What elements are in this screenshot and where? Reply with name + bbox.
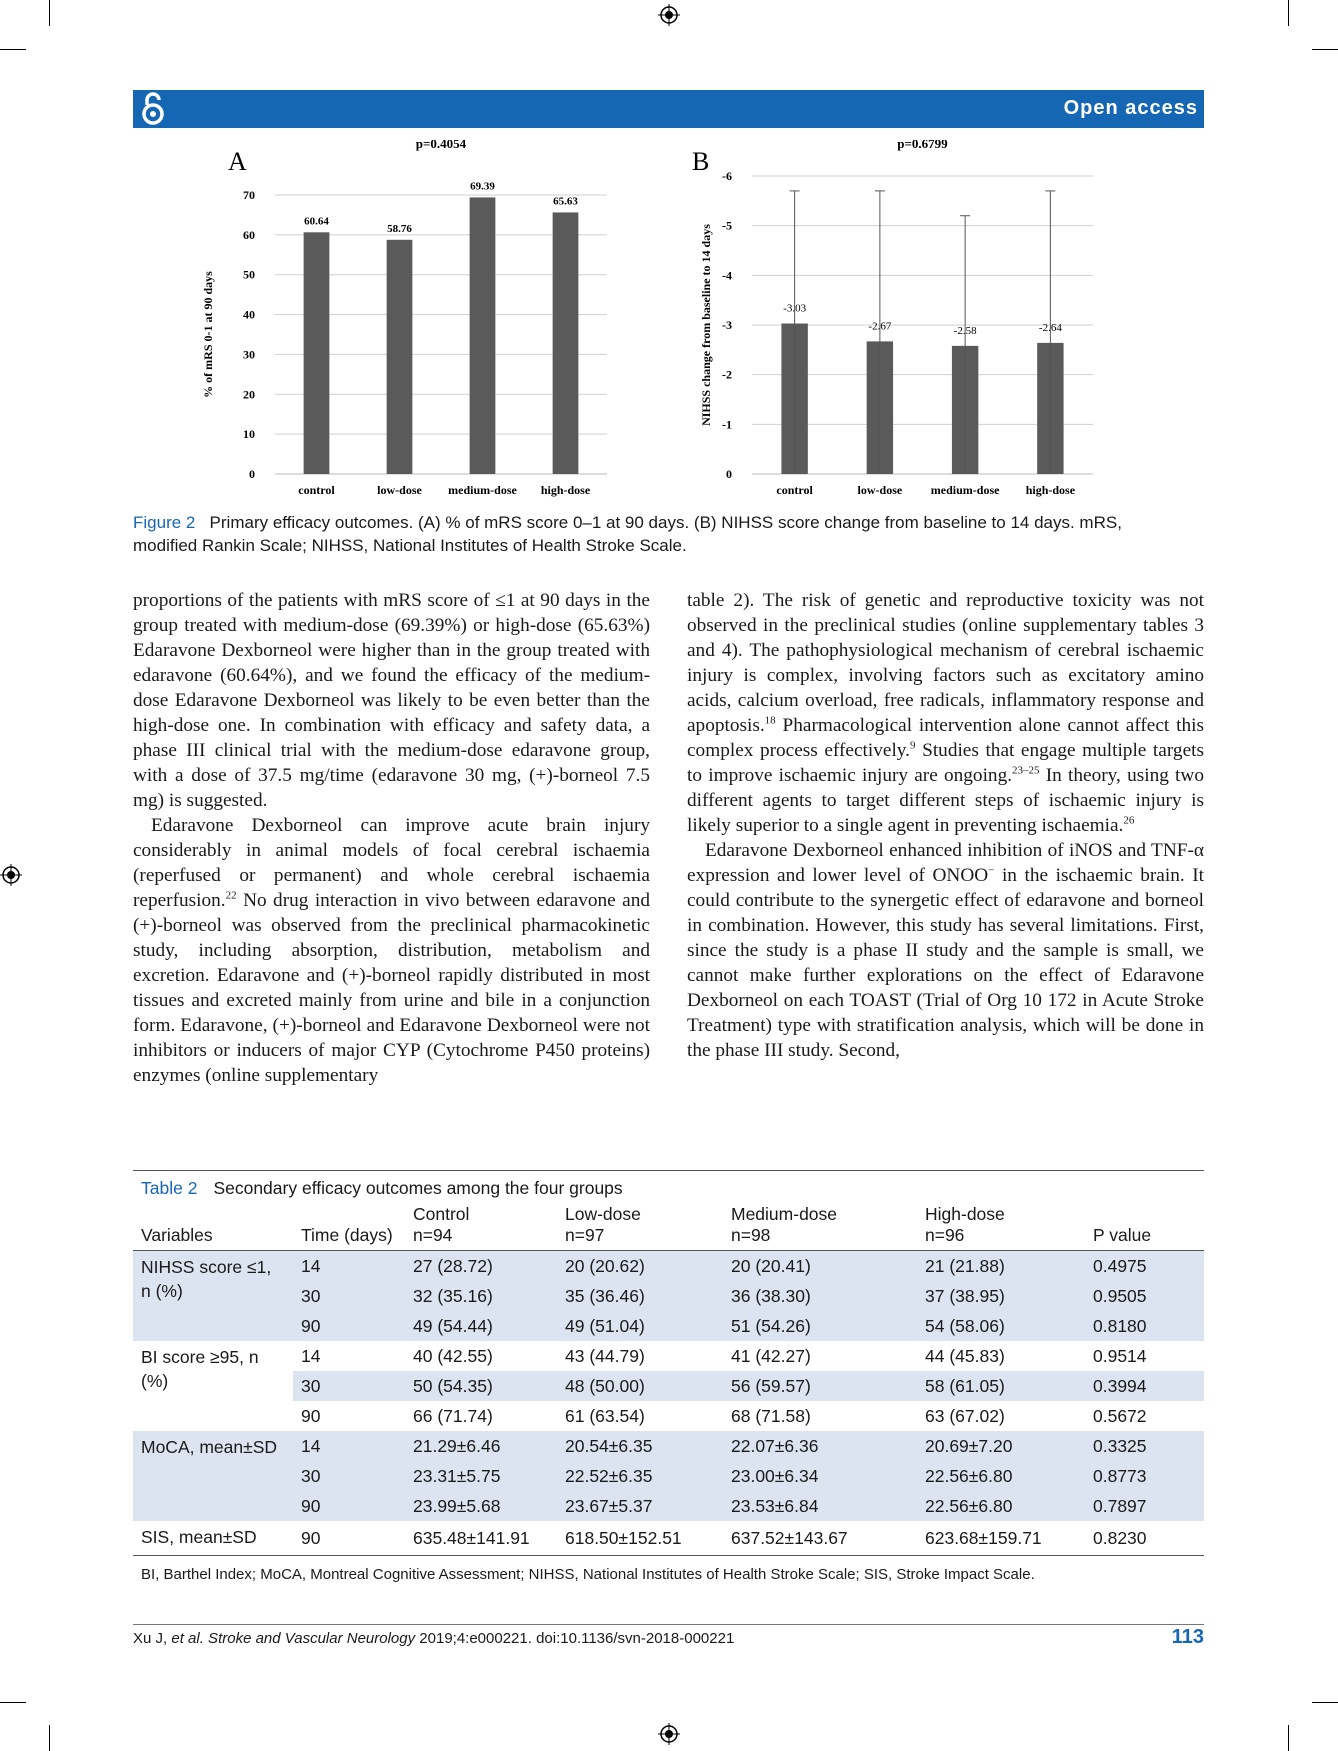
variable-cell: SIS, mean±SD [141, 1527, 257, 1547]
data-label: -2.67 [868, 320, 892, 333]
table-cell-time: 30 [293, 1371, 405, 1401]
table-cell-p: 0.3325 [1085, 1431, 1204, 1461]
table-cell-high: 37 (38.95) [917, 1281, 1085, 1311]
y-tick-label: -4 [722, 268, 732, 283]
crop-mark [1288, 0, 1289, 26]
column-header: Variables [141, 1225, 213, 1245]
y-axis-label: % of mRS 0-1 at 90 days [201, 271, 215, 398]
registration-mark-icon [0, 864, 22, 886]
table-cell-low: 49 (51.04) [557, 1311, 723, 1341]
table-cell-time: 90 [293, 1311, 405, 1341]
y-tick-label: 30 [243, 347, 255, 362]
table-cell-time: 30 [293, 1281, 405, 1311]
y-tick-label: 60 [243, 227, 255, 242]
table-cell-control: 32 (35.16) [405, 1281, 557, 1311]
y-tick-label: 50 [243, 267, 255, 282]
y-tick-label: -1 [722, 417, 732, 432]
table-cell-low: 618.50±152.51 [565, 1527, 682, 1548]
crop-mark [1312, 1702, 1338, 1703]
table-cell-medium: 36 (38.30) [723, 1281, 917, 1311]
column-header: Time (days) [301, 1225, 393, 1245]
y-tick-label: -6 [722, 169, 732, 183]
table-cell-high: 58 (61.05) [917, 1371, 1085, 1401]
table-cell-p: 0.9505 [1085, 1281, 1204, 1311]
table-row [133, 1251, 1204, 1282]
figure-2 [200, 140, 1220, 505]
results-table [133, 1204, 1204, 1556]
table-cell-medium: 41 (42.27) [731, 1345, 811, 1366]
crop-mark [49, 0, 50, 26]
table-row [133, 1341, 1204, 1371]
citation-footer: Xu J, et al. Stroke and Vascular Neurology 2019;4:e000221. doi:10.1136/svn-2018-000221 [133, 1630, 735, 1647]
table-cell-low: 43 (44.79) [565, 1345, 645, 1366]
table-cell-time: 30 [293, 1461, 405, 1491]
figure-caption [133, 511, 1173, 557]
table-title: Table 2 Secondary efficacy outcomes among the four groups [133, 1170, 1204, 1204]
table-row [133, 1461, 1204, 1491]
data-label: 65.63 [553, 195, 578, 208]
chart-title: p=0.4054 [415, 140, 467, 151]
chart-a [201, 140, 607, 497]
table-row [133, 1281, 1204, 1311]
table-cell-low: 35 (36.46) [557, 1281, 723, 1311]
column-header: Control n=94 [413, 1204, 470, 1245]
chart-b [699, 140, 1093, 497]
panel-a-letter: A [228, 147, 247, 176]
table-cell-p: 0.8773 [1085, 1461, 1204, 1491]
registration-mark-icon [658, 1723, 680, 1745]
body-column-left [133, 588, 650, 1088]
x-tick-label: low-dose [377, 483, 422, 497]
table-cell-low: 48 (50.00) [557, 1371, 723, 1401]
data-label: -2.58 [953, 324, 977, 337]
table-cell-medium: 22.07±6.36 [723, 1431, 917, 1461]
y-tick-label: 20 [243, 387, 255, 402]
table-cell-time: 14 [301, 1345, 321, 1366]
paragraph: Edaravone Dexborneol enhanced inhibition of iNOS and TNF-α expression and lower level of ONOO− in the ischaemic brain. It could contribute to the synergetic effect of edaravone and borneol in combination. However, this study has several limitations. First, since the study is a phase II study and the sample is small, we cannot make further explorations on the effect of Edaravone Dexborneol on each TOAST (Trial of Org 10 172 in Acute Stroke Treatment) type with stratification analysis, which will be done in the phase III study. Second, [687, 840, 1204, 1061]
y-tick-label: 10 [243, 427, 255, 442]
table-cell-time: 14 [293, 1431, 405, 1461]
y-tick-label: -5 [722, 218, 732, 233]
table-cell-time: 90 [301, 1527, 321, 1548]
table-cell-control: 21.29±6.46 [405, 1431, 557, 1461]
table-cell-p: 0.3994 [1085, 1371, 1204, 1401]
table-cell-time: 90 [293, 1491, 405, 1521]
table-row [133, 1431, 1204, 1461]
y-tick-label: 0 [726, 467, 732, 481]
table-cell-high: 22.56±6.80 [917, 1491, 1085, 1521]
table-cell-high: 44 (45.83) [925, 1345, 1005, 1366]
table-cell-low: 20.54±6.35 [557, 1431, 723, 1461]
header-bar [133, 90, 1204, 128]
table-row [133, 1491, 1204, 1521]
data-label: 60.64 [304, 215, 329, 228]
table-cell-medium: 51 (54.26) [723, 1311, 917, 1341]
bar [387, 240, 413, 474]
column-header: High-dose n=96 [925, 1204, 1005, 1245]
table-row [133, 1401, 1204, 1431]
page-number: 113 [1171, 1626, 1204, 1648]
table-cell-low: 20 (20.62) [557, 1251, 723, 1282]
table-cell-high: 21 (21.88) [917, 1251, 1085, 1282]
table-cell-p: 0.9514 [1093, 1345, 1147, 1366]
crop-mark [1288, 1725, 1289, 1751]
table-cell-control: 40 (42.55) [413, 1345, 493, 1366]
paragraph: proportions of the patients with mRS score of ≤1 at 90 days in the group treated with medium-dose (69.39%) or high-dose (65.63%) Edaravone Dexborneol were higher than in the group treated with edaravone (60.64%), and we found the efficacy of the medium-dose Edaravone Dexborneol was likely to be even better than the high-dose one. In combination with efficacy and safety data, a phase III clinical trial with the medium-dose edaravone group, with a dose of 37.5 mg/time (edaravone 30 mg, (+)-borneol 7.5 mg) is suggested. [133, 590, 650, 811]
figure-label: Figure 2 [133, 513, 196, 532]
table-2 [133, 1170, 1204, 1583]
table-body [133, 1251, 1204, 1556]
open-access-label: Open access [1063, 97, 1198, 119]
table-cell-high: 22.56±6.80 [917, 1461, 1085, 1491]
table-cell-high: 20.69±7.20 [917, 1431, 1085, 1461]
bar [304, 232, 330, 474]
table-cell-p: 0.8230 [1093, 1527, 1147, 1548]
table-cell-control: 50 (54.35) [405, 1371, 557, 1401]
footer-rule [133, 1624, 1204, 1625]
crop-mark [0, 49, 26, 50]
table-cell-time: 90 [301, 1405, 321, 1426]
table-cell-control: 49 (54.44) [405, 1311, 557, 1341]
table-cell-high: 623.68±159.71 [925, 1527, 1042, 1548]
table-cell-control: 27 (28.72) [405, 1251, 557, 1282]
x-tick-label: high-dose [1025, 483, 1076, 497]
table-cell-medium: 23.00±6.34 [723, 1461, 917, 1491]
table-cell-control: 635.48±141.91 [413, 1527, 530, 1548]
table-cell-low: 22.52±6.35 [557, 1461, 723, 1491]
table-footnote: BI, Barthel Index; MoCA, Montreal Cognitive Assessment; NIHSS, National Institutes of Health Stroke Scale; SIS, Stroke Impact Scale. [141, 1566, 1035, 1583]
crop-mark [49, 1725, 50, 1751]
data-label: 58.76 [387, 222, 412, 235]
chart-title: p=0.6799 [897, 140, 948, 151]
figure-caption-text: Primary efficacy outcomes. (A) % of mRS score 0–1 at 90 days. (B) NIHSS score change from baseline to 14 days. mRS, modified Rankin Scale; NIHSS, National Institutes of Health Stroke Scale. [133, 513, 1122, 555]
table-cell-p: 0.7897 [1085, 1491, 1204, 1521]
data-label: -2.64 [1038, 321, 1062, 334]
table-header-row [133, 1204, 1204, 1251]
bar [553, 212, 579, 474]
table-cell-low: 61 (63.54) [565, 1405, 645, 1426]
variable-cell: MoCA, mean±SD [133, 1431, 293, 1521]
table-cell-medium: 20 (20.41) [723, 1251, 917, 1282]
data-label: 69.39 [470, 180, 495, 193]
table-cell-p: 0.4975 [1085, 1251, 1204, 1282]
x-tick-label: control [298, 483, 335, 497]
table-cell-p: 0.5672 [1093, 1405, 1147, 1426]
table-cell-medium: 23.53±6.84 [723, 1491, 917, 1521]
table-cell-control: 23.99±5.68 [405, 1491, 557, 1521]
data-label: -3.03 [783, 302, 807, 315]
table-cell-p: 0.8180 [1085, 1311, 1204, 1341]
crop-mark [1312, 49, 1338, 50]
table-cell-control: 23.31±5.75 [405, 1461, 557, 1491]
crop-mark [0, 1702, 26, 1703]
registration-mark-icon [658, 4, 680, 26]
y-tick-label: -3 [722, 318, 732, 332]
table-label: Table 2 [141, 1178, 198, 1198]
table-cell-high: 63 (67.02) [925, 1405, 1005, 1426]
y-tick-label: 40 [243, 307, 255, 322]
table-cell-medium: 68 (71.58) [731, 1405, 811, 1426]
column-header: Medium-dose n=98 [731, 1204, 838, 1245]
x-tick-label: high-dose [540, 483, 591, 497]
variable-cell: BI score ≥95, n (%) [141, 1347, 259, 1391]
table-cell-time: 14 [293, 1251, 405, 1282]
y-axis-label: NIHSS change from baseline to 14 days [699, 224, 713, 426]
open-access-lock-icon [140, 91, 166, 127]
table-cell-medium: 637.52±143.67 [731, 1527, 848, 1548]
x-tick-label: medium-dose [448, 483, 517, 497]
column-header: P value [1093, 1225, 1152, 1245]
paragraph: Edaravone Dexborneol can improve acute brain injury considerably in animal models of focal cerebral ischaemia (reperfused or permanent) and whole cerebral ischaemia reperfusion.$^{22}$ No drug interaction in vivo between edaravone and (+)-borneol was observed from the preclinical pharmacokinetic study, including absorption, distribution, metabolism and excretion. Edaravone and (+)-borneol rapidly distributed in most tissues and excreted mainly from urine and bile in a conjunction form. Edaravone, (+)-borneol and Edaravone Dexborneol were not inhibitors or inducers of major CYP (Cytochrome P450 proteins) enzymes (online supplementary [133, 815, 650, 1086]
table-row [133, 1371, 1204, 1401]
x-tick-label: low-dose [857, 483, 903, 497]
bar [470, 197, 496, 474]
paragraph: table 2). The risk of genetic and reproductive toxicity was not observed in the preclinical studies (online supplementary tables 3 and 4). The pathophysiological mechanism of cerebral ischaemic injury is complex, involving factors such as excitatory amino acids, calcium overload, free radicals, inflammatory response and apoptosis.$^{18}$ Pharmacological intervention alone cannot affect this complex process effectively.$^9$ Studies that engage multiple targets to improve ischaemic injury are ongoing.$^{23-25}$ In theory, using two different agents to target different steps of ischaemic injury is likely superior to a single agent in preventing ischaemia.$^{26}$ [687, 590, 1204, 836]
column-header: Low-dose n=97 [565, 1204, 641, 1245]
table-cell-low: 23.67±5.37 [557, 1491, 723, 1521]
table-row [133, 1521, 1204, 1556]
body-column-right [687, 588, 1204, 1063]
y-tick-label: 0 [249, 467, 255, 481]
panel-b-letter: B [692, 147, 710, 176]
table-cell-medium: 56 (59.57) [723, 1371, 917, 1401]
x-tick-label: control [776, 483, 813, 497]
table-row [133, 1311, 1204, 1341]
table-cell-high: 54 (58.06) [917, 1311, 1085, 1341]
y-tick-label: -2 [722, 367, 732, 382]
y-tick-label: 70 [243, 188, 255, 202]
x-tick-label: medium-dose [930, 483, 1000, 497]
table-cell-control: 66 (71.74) [413, 1405, 493, 1426]
variable-cell: NIHSS score ≤1, n (%) [133, 1251, 293, 1342]
